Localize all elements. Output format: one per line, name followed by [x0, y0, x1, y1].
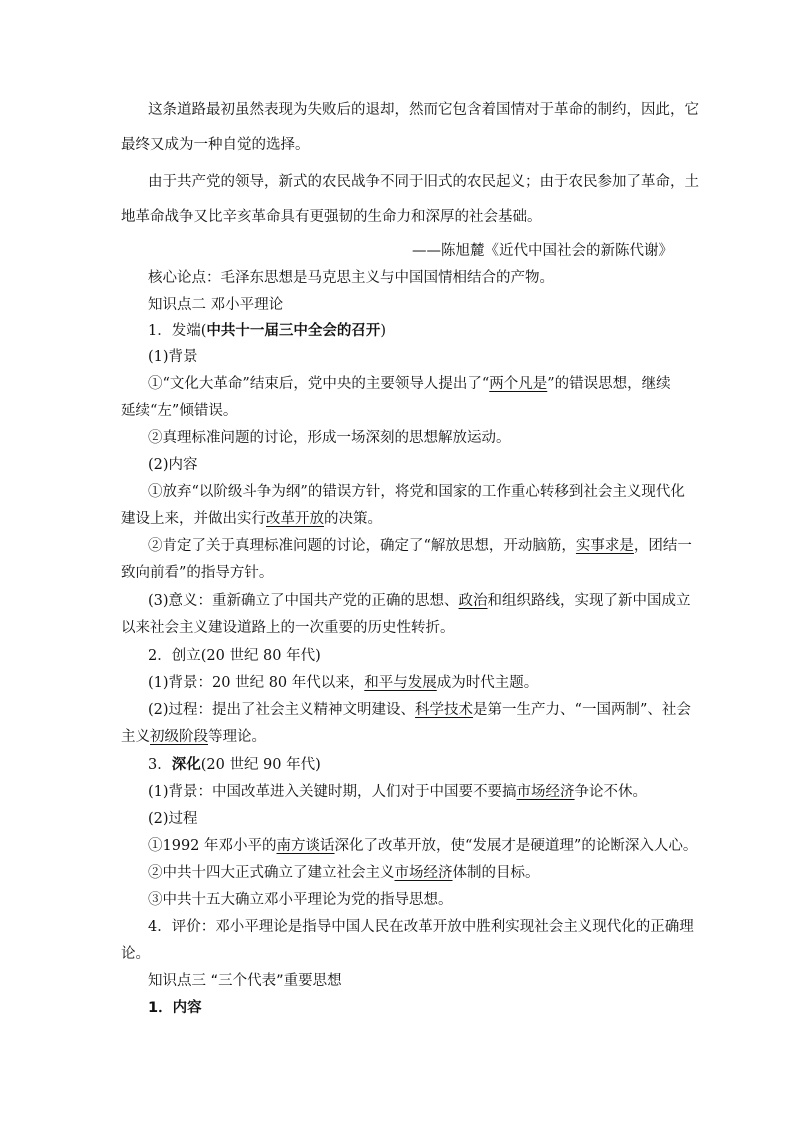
paragraph-line: 最终又成为一种自觉的选择。: [121, 137, 310, 153]
underlined-term: 两个凡是: [489, 376, 548, 392]
text: 深化了改革开放，使“发展才是硬道理”的论断深入人心。: [334, 838, 698, 854]
title-bold: 深化: [171, 757, 201, 773]
paragraph-line: [121, 728, 266, 746]
core-point: 核心论点：毛泽东思想是马克思主义与中国国情相结合的产物。: [148, 270, 554, 286]
paragraph-line: [148, 837, 697, 855]
label-content: (2)内容: [148, 457, 198, 473]
text: 和组织路线，实现了新中国成立: [487, 593, 691, 609]
title-end: ): [380, 323, 387, 339]
paragraph-line: ②真理标准问题的讨论，形成一场深刻的思想解放运动。: [148, 430, 511, 446]
paragraph-line: 以来社会主义建设道路上的一次重要的历史性转折。: [121, 620, 455, 636]
title-bold: 中共十一届三中全会的召开: [206, 323, 381, 339]
text: ①1992 年邓小平的: [148, 838, 277, 854]
underlined-term: 政治: [458, 593, 488, 609]
paragraph-line: ③中共十五大确立邓小平理论为党的指导思想。: [148, 892, 453, 908]
paragraph-line: 这条道路最初虽然表现为失败后的退却，然而它包含着国情对于革命的制约，因此，它: [148, 102, 699, 118]
title-number: 1．发端(: [148, 323, 207, 339]
text: ①“文化大革命”结束后，党中央的主要领导人提出了“: [148, 376, 490, 392]
paragraph-line: [148, 537, 692, 555]
text: (3)意义：重新确立了中国共产党的正确的思想、: [148, 593, 459, 609]
label-process: (2)过程: [148, 811, 198, 827]
paragraph-line: 地革命战争又比辛亥革命具有更强韧的生命力和深厚的社会基础。: [121, 209, 542, 225]
title-number: 3．: [148, 757, 172, 773]
paragraph-line: [148, 783, 647, 801]
underlined-term: 改革开放: [266, 511, 324, 527]
text: 主义: [121, 729, 150, 745]
underlined-term: 初级阶段: [150, 729, 208, 745]
text: ”的错误思想，继续: [547, 376, 671, 392]
text: 是第一生产力、“一国两制”、社会: [473, 702, 691, 718]
text: 争论不休。: [574, 784, 648, 800]
text: 等理论。: [208, 729, 266, 745]
text: 体制的目标。: [452, 865, 540, 881]
underlined-term: 南方谈话: [276, 838, 335, 854]
text: ，团结一: [633, 538, 692, 554]
paragraph-line: ①放弃“以阶级斗争为纲”的错误方针，将党和国家的工作重心转移到社会主义现代化: [148, 484, 685, 500]
text: ②中共十四大正式确立了建立社会主义: [148, 865, 395, 881]
text: (1)背景：20 世纪 80 年代以来，: [148, 675, 365, 691]
paragraph-line: 4．评价：邓小平理论是指导中国人民在改革开放中胜利实现社会主义现代化的正确理: [148, 919, 694, 935]
paragraph-line: [148, 864, 540, 882]
paragraph-line: 论。: [121, 946, 150, 962]
paragraph-line: 由于共产党的领导，新式的农民战争不同于旧式的农民起义；由于农民参加了革命，土: [148, 174, 699, 190]
paragraph-line: 延续“左”倾错误。: [121, 403, 238, 419]
subsection-title: [148, 322, 386, 340]
text: ②肯定了关于真理标准问题的讨论，确定了“解放思想，开动脑筋，: [148, 538, 576, 554]
underlined-term: 和平与发展: [364, 675, 437, 691]
paragraph-line: [148, 701, 691, 719]
text: 建设上来，并做出实行: [121, 511, 266, 527]
underlined-term: 实事求是: [575, 538, 634, 554]
section-heading: 知识点二 邓小平理论: [148, 297, 284, 313]
paragraph-line: [148, 375, 671, 393]
underlined-term: 市场经济: [394, 865, 453, 881]
subsection-title: [148, 756, 321, 774]
paragraph-line: [148, 674, 538, 692]
text: (1)背景：中国改革进入关键时期，人们对于中国要不要搞: [148, 784, 517, 800]
title-end: (20 世纪 90 年代): [200, 757, 321, 773]
subsection-title: 1．内容: [148, 1000, 202, 1016]
underlined-term: 科学技术: [415, 702, 474, 718]
citation: ——陈旭麓《近代中国社会的新陈代谢》: [412, 243, 673, 259]
text: 成为时代主题。: [436, 675, 539, 691]
text: 的决策。: [324, 511, 382, 527]
subsection-title: 2．创立(20 世纪 80 年代): [148, 648, 321, 664]
section-heading: 知识点三 “三个代表”重要思想: [148, 973, 342, 989]
paragraph-line: [121, 510, 382, 528]
paragraph-line: [148, 592, 691, 610]
underlined-term: 市场经济: [516, 784, 575, 800]
text: (2)过程：提出了社会主义精神文明建设、: [148, 702, 416, 718]
label-background: (1)背景: [148, 349, 198, 365]
paragraph-line: 致向前看”的指导方针。: [121, 565, 274, 581]
